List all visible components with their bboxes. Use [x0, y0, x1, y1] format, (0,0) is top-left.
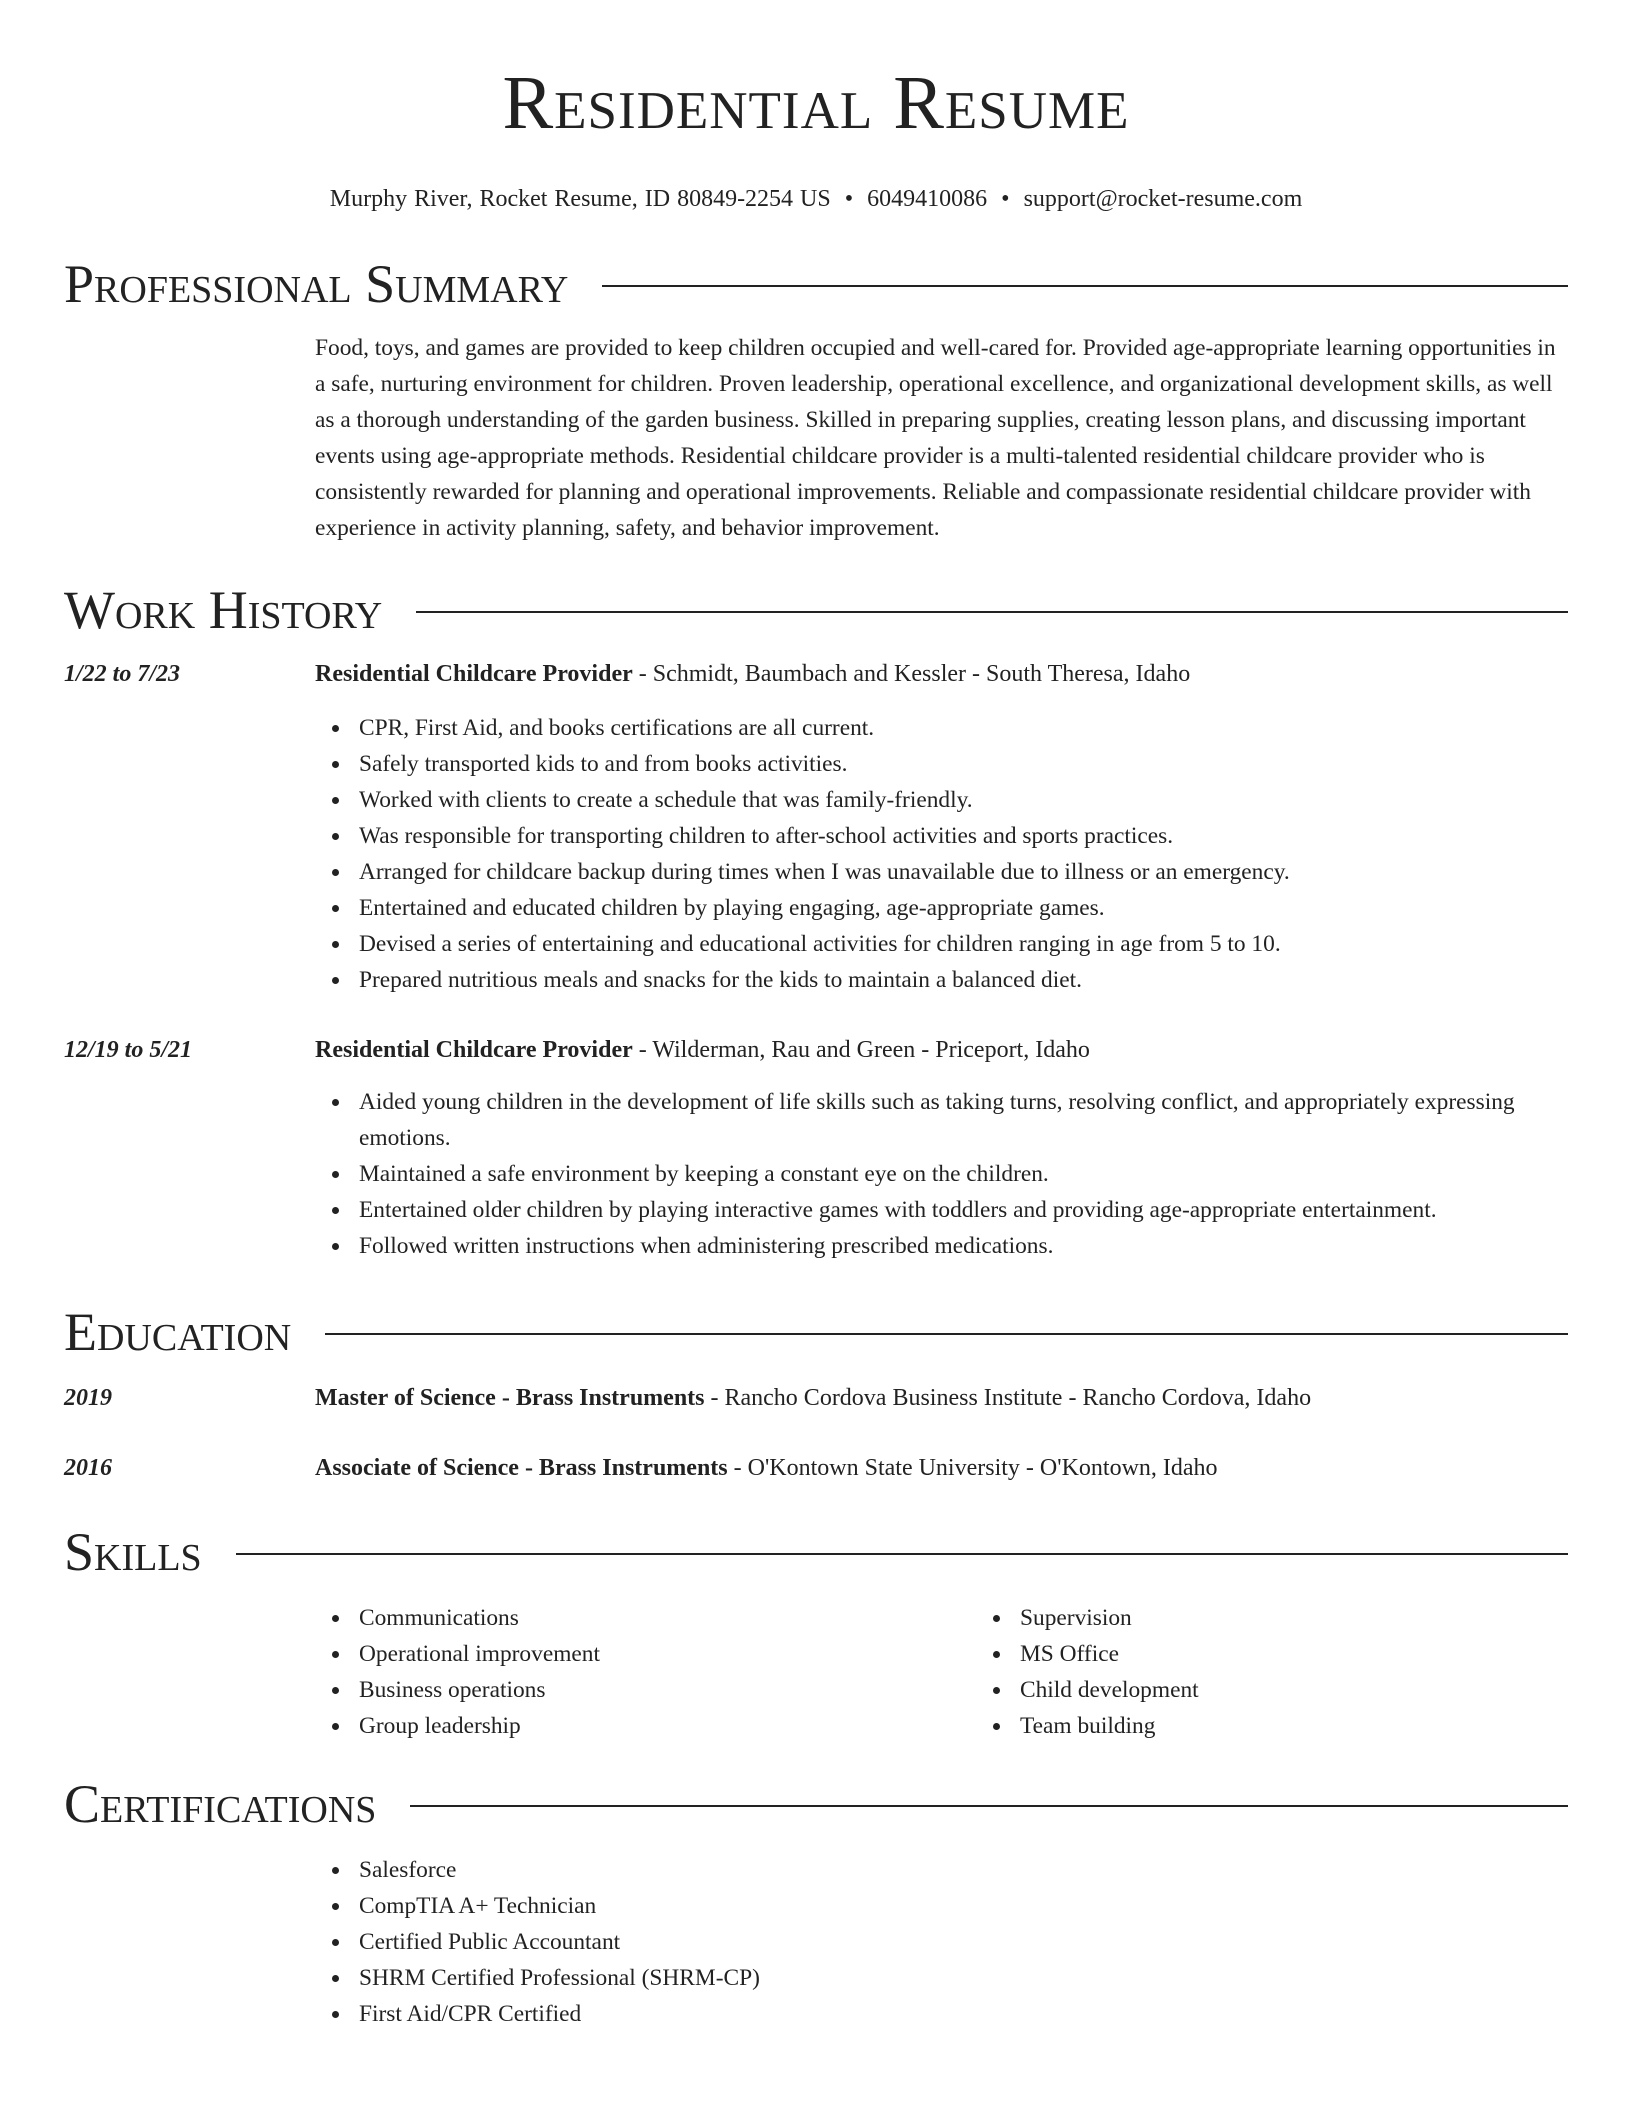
job-entry: [64, 656, 1568, 998]
job-duties-list: [315, 1084, 1568, 1264]
skill-item: MS Office: [1020, 1636, 1632, 1672]
skills-list-left: [315, 1600, 976, 1744]
skill-item: Supervision: [1020, 1600, 1632, 1636]
section-divider: [602, 285, 1568, 287]
list-item: Entertained and educated children by playing engaging, age-appropriate games.: [359, 890, 1568, 926]
section-title-certifications: Certifications: [64, 1774, 377, 1834]
job-title: Residential Childcare Provider: [315, 661, 633, 687]
list-item: Devised a series of entertaining and educational activities for children ranging in age from 5 to 10.: [359, 926, 1568, 962]
job-heading: [315, 656, 1568, 692]
skills-header: [64, 1520, 1568, 1584]
certification-item: CompTIA A+ Technician: [359, 1888, 1568, 1924]
education-body: [315, 1450, 1568, 1486]
education-entry: [64, 1450, 1568, 1486]
list-item: Entertained older children by playing interactive games with toddlers and providing age-appropriate entertainment.: [359, 1192, 1568, 1228]
job-entry: [64, 1032, 1568, 1264]
job-heading: [315, 1032, 1568, 1068]
list-item: CPR, First Aid, and books certifications are all current.: [359, 710, 1568, 746]
list-item: Aided young children in the development of life skills such as taking turns, resolving conflict, and appropriately expressing emotions.: [359, 1084, 1568, 1156]
job-employer: - Schmidt, Baumbach and Kessler - South Theresa, Idaho: [632, 661, 1191, 687]
education-year: 2016: [64, 1455, 112, 1481]
skill-item: Team building: [1020, 1708, 1632, 1744]
section-title-skills: Skills: [64, 1522, 202, 1582]
certification-item: First Aid/CPR Certified: [359, 1996, 1568, 2032]
skills-list-right: [976, 1600, 1632, 1744]
skills-spacer: [64, 1600, 315, 1744]
certification-item: Salesforce: [359, 1852, 1568, 1888]
certification-item: SHRM Certified Professional (SHRM-CP): [359, 1960, 1568, 1996]
job-duties-list: [315, 710, 1568, 998]
education-body: [315, 1380, 1568, 1416]
contact-line: [0, 184, 1632, 214]
section-divider: [325, 1333, 1568, 1335]
skill-item: Child development: [1020, 1672, 1632, 1708]
section-divider: [410, 1805, 1568, 1807]
work-history-header: [64, 578, 1568, 642]
job-title: Residential Childcare Provider: [315, 1037, 633, 1063]
job-body: [315, 1032, 1568, 1264]
skills-grid: [315, 1600, 1632, 1744]
education-school: - O'Kontown State University - O'Kontown, Idaho: [727, 1455, 1218, 1481]
contact-phone: 6049410086: [867, 186, 988, 212]
education-year: 2019: [64, 1385, 112, 1411]
section-title-summary: Professional Summary: [64, 254, 569, 314]
certifications-list: [315, 1852, 1568, 2032]
contact-separator: •: [1001, 186, 1010, 212]
job-body: [315, 656, 1568, 998]
skill-item: Communications: [359, 1600, 976, 1636]
section-divider: [416, 611, 1568, 613]
section-title-work-history: Work History: [64, 580, 383, 640]
list-item: Arranged for childcare backup during times when I was unavailable due to illness or an emergency.: [359, 854, 1568, 890]
list-item: Was responsible for transporting children to after-school activities and sports practices.: [359, 818, 1568, 854]
skill-item: Business operations: [359, 1672, 976, 1708]
certifications-body: [315, 1852, 1568, 2032]
certifications-row: [64, 1852, 1568, 2032]
contact-address: Murphy River, Rocket Resume, ID 80849-2254 US: [329, 186, 831, 212]
skills-section: [64, 1520, 1568, 1744]
summary-text: Food, toys, and games are provided to keep children occupied and well-cared for. Provided age-appropriate learning opportunities in a safe, nurturing environment for children. Proven leadership, operational excellence, and organizational development skills, as well as a thorough understanding of the garden business. Skilled in preparing supplies, creating lesson plans, and discussing important events using age-appropriate methods. Residential childcare provider is a multi-talented residential childcare provider who is consistently rewarded for planning and operational improvements. Reliable and compassionate residential childcare provider with experience in activity planning, safety, and behavior improvement.: [315, 335, 1556, 541]
summary-spacer: [64, 330, 315, 546]
education-header: [64, 1300, 1568, 1364]
list-item: Prepared nutritious meals and snacks for the kids to maintain a balanced diet.: [359, 962, 1568, 998]
education-degree: Master of Science - Brass Instruments: [315, 1385, 705, 1411]
work-history-section: [64, 578, 1568, 1264]
summary-row: [64, 330, 1568, 546]
resume-name: Residential Resume: [502, 61, 1130, 145]
skill-item: Group leadership: [359, 1708, 976, 1744]
list-item: Followed written instructions when administering prescribed medications.: [359, 1228, 1568, 1264]
section-divider: [236, 1553, 1568, 1555]
list-item: Worked with clients to create a schedule that was family-friendly.: [359, 782, 1568, 818]
summary-section: [64, 252, 1568, 546]
contact-separator: •: [844, 186, 854, 212]
education-school: - Rancho Cordova Business Institute - Rancho Cordova, Idaho: [704, 1385, 1312, 1411]
summary-header: [64, 252, 1568, 316]
certifications-header: [64, 1772, 1568, 1836]
certification-item: Certified Public Accountant: [359, 1924, 1568, 1960]
skills-row: [64, 1600, 1568, 1744]
job-employer: - Wilderman, Rau and Green - Priceport, Idaho: [632, 1037, 1090, 1063]
education-degree: Associate of Science - Brass Instruments: [315, 1455, 728, 1481]
list-item: Maintained a safe environment by keeping a constant eye on the children.: [359, 1156, 1568, 1192]
education-section: [64, 1300, 1568, 1486]
certifications-spacer: [64, 1852, 315, 2032]
section-title-education: Education: [64, 1302, 292, 1362]
job-dates: 1/22 to 7/23: [64, 661, 181, 687]
education-entry: [64, 1380, 1568, 1416]
skill-item: Operational improvement: [359, 1636, 976, 1672]
contact-email: support@rocket-resume.com: [1023, 186, 1303, 212]
certifications-section: [64, 1772, 1568, 2032]
list-item: Safely transported kids to and from books activities.: [359, 746, 1568, 782]
job-dates: 12/19 to 5/21: [64, 1037, 193, 1063]
